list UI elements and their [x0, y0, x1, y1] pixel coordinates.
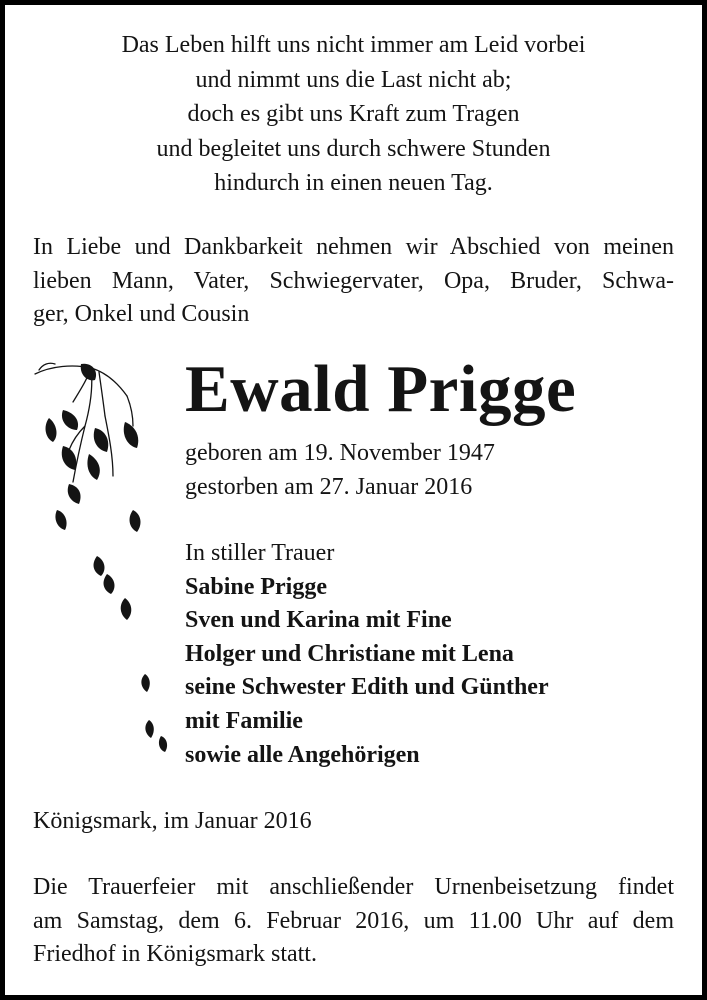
- place-and-date: Königsmark, im Januar 2016: [33, 808, 312, 834]
- notice-paper: [5, 5, 702, 995]
- poem-line: und nimmt uns die Last nicht ab;: [195, 66, 512, 93]
- farewell-line: lieben Mann, Vater, Schwiegervater, Opa, Bruder, Schwa-: [33, 267, 674, 294]
- poem-line: Das Leben hilft uns nicht immer am Leid vorbei: [121, 32, 586, 58]
- mourning-heading: In stiller Trauer: [185, 540, 335, 566]
- deceased-name: Ewald Prigge: [185, 352, 577, 426]
- life-dates: [185, 437, 495, 504]
- funeral-announcement: [33, 871, 674, 972]
- poem-line: hindurch in einen neuen Tag.: [214, 170, 493, 196]
- mourner-name: Sabine Prigge: [185, 573, 327, 600]
- mourner-name: seine Schwester Edith und Günther: [185, 674, 549, 701]
- farewell-text: [33, 231, 674, 332]
- poem-line: doch es gibt uns Kraft zum Tragen: [187, 101, 520, 127]
- funeral-line: am Samstag, dem 6. Februar 2016, um 11.00 Uhr auf dem: [33, 907, 674, 934]
- poem-line: und begleitet uns durch schwere Stunden: [156, 135, 551, 162]
- poem: [5, 28, 702, 201]
- mourner-name: sowie alle Angehörigen: [185, 741, 420, 768]
- death-date: gestorben am 27. Januar 2016: [185, 473, 473, 500]
- farewell-line: ger, Onkel und Cousin: [33, 301, 250, 327]
- birch-branch-icon: [33, 360, 183, 760]
- funeral-line: Friedhof in Königsmark statt.: [33, 941, 317, 967]
- mourner-name: mit Familie: [185, 707, 303, 734]
- farewell-line: In Liebe und Dankbarkeit nehmen wir Abschied von meinen: [33, 234, 674, 260]
- funeral-line: Die Trauerfeier mit anschließender Urnenbeisetzung findet: [33, 874, 674, 900]
- mourner-name: Sven und Karina mit Fine: [185, 607, 452, 634]
- mourners-list: [185, 537, 549, 772]
- mourner-name: Holger und Christiane mit Lena: [185, 640, 514, 667]
- birth-date: geboren am 19. November 1947: [185, 440, 495, 466]
